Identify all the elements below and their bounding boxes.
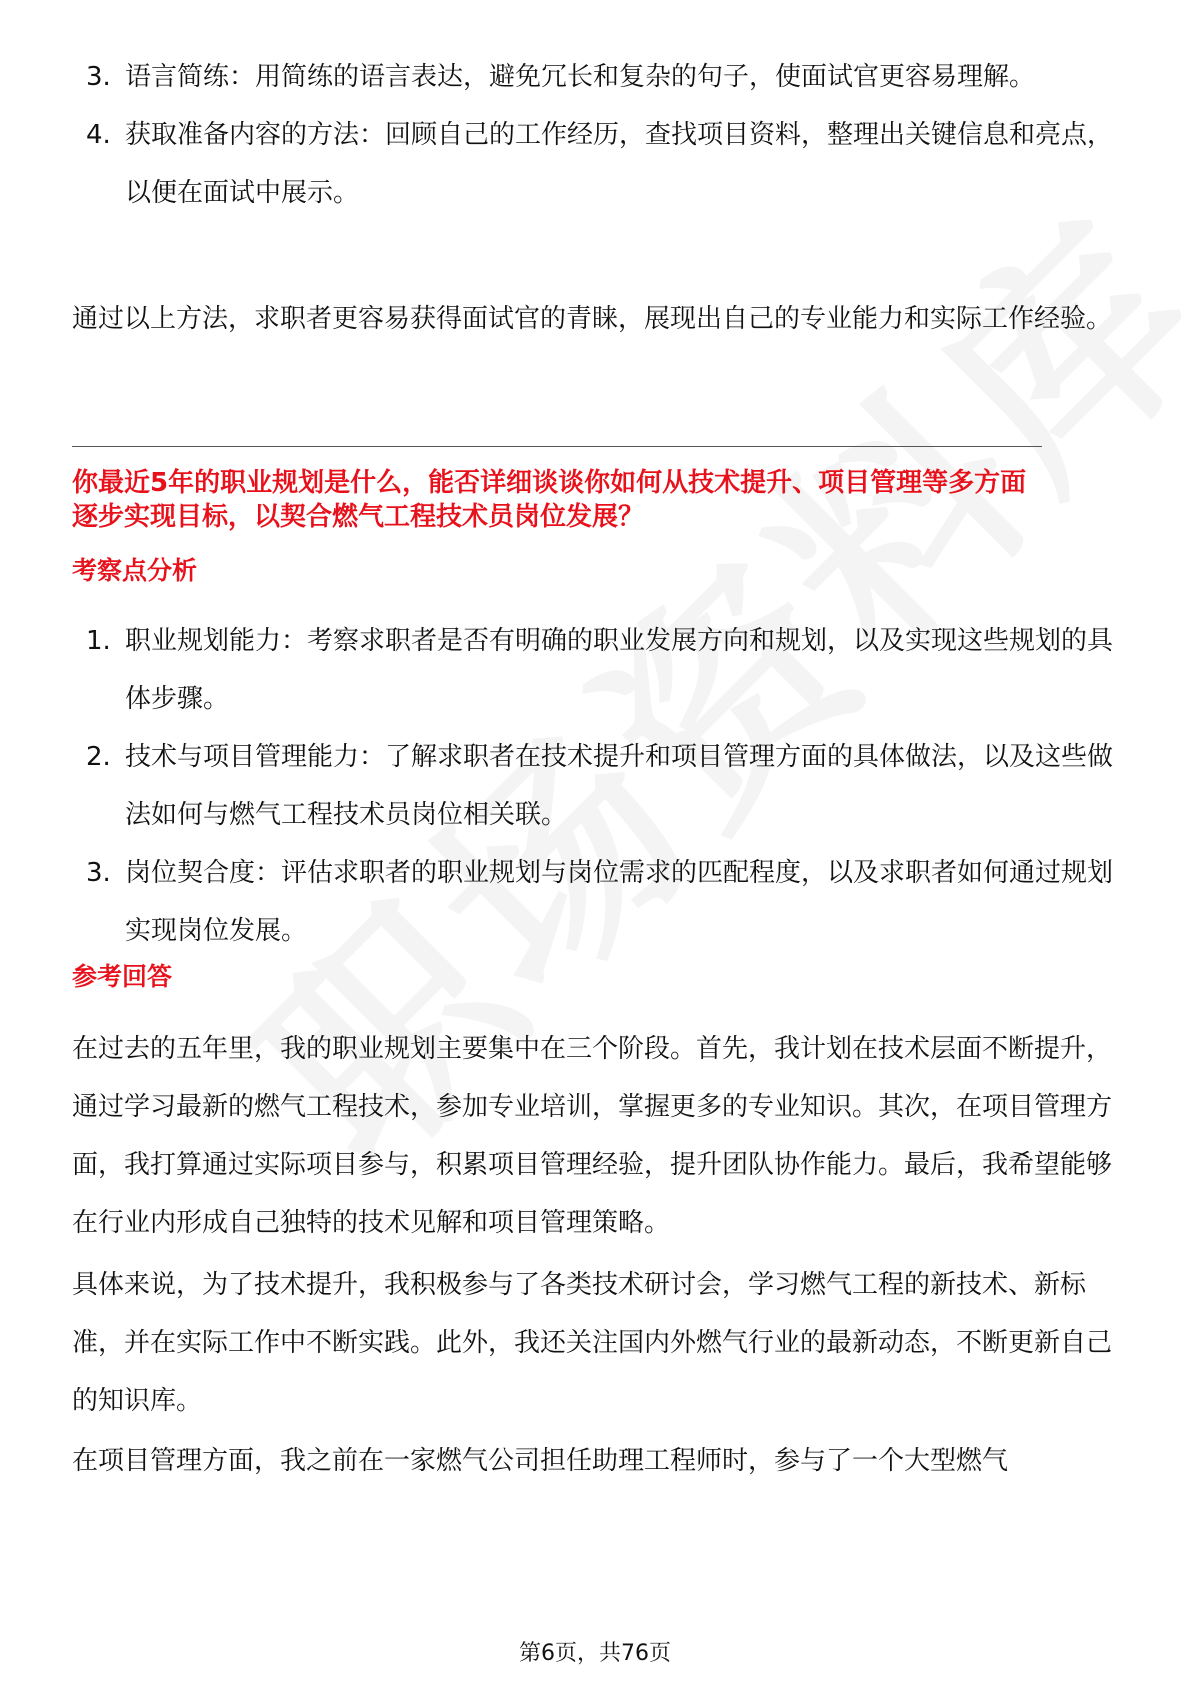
list-number: 3.: [86, 62, 111, 92]
answer-paragraph: 具体来说，为了技术提升，我积极参与了各类技术研讨会，学习燃气工程的新技术、新标准，并在实际工作中不断实践。此外，我还关注国内外燃气行业的最新动态，不断更新自己的知识库。: [72, 1270, 1113, 1416]
list-item: [72, 844, 1118, 960]
interview-question: 你最近5年的职业规划是什么，能否详细谈谈你如何从技术提升、项目管理等多方面逐步实现目标，以契合燃气工程技术员岗位发展？: [72, 468, 1027, 532]
list-item: [72, 612, 1118, 728]
list-item: [72, 48, 1118, 106]
analysis-list: [72, 612, 1118, 960]
list-text: 技术与项目管理能力：了解求职者在技术提升和项目管理方面的具体做法，以及这些做法如何与燃气工程技术员岗位相关联。: [125, 742, 1114, 830]
list-item: [72, 106, 1118, 222]
answer-paragraph: 在项目管理方面，我之前在一家燃气公司担任助理工程师时，参与了一个大型燃气: [72, 1446, 1009, 1476]
answer-heading: 参考回答: [72, 962, 173, 991]
page-footer: 第6页，共76页: [519, 1641, 671, 1666]
list-text: 岗位契合度：评估求职者的职业规划与岗位需求的匹配程度，以及求职者如何通过规划实现岗位发展。: [125, 858, 1114, 946]
analysis-heading: 考察点分析: [72, 556, 198, 585]
list-number: 1.: [86, 626, 111, 656]
list-text: 职业规划能力：考察求职者是否有明确的职业发展方向和规划，以及实现这些规划的具体步骤。: [125, 626, 1114, 714]
section-divider: [72, 446, 1042, 447]
list-number: 4.: [86, 120, 111, 150]
list-number: 2.: [86, 742, 111, 772]
list-text: 语言简练：用简练的语言表达，避免冗长和复杂的句子，使面试官更容易理解。: [125, 62, 1036, 92]
summary-paragraph: 通过以上方法，求职者更容易获得面试官的青睐，展现出自己的专业能力和实际工作经验。: [72, 304, 1113, 334]
list-item: [72, 728, 1118, 844]
list-number: 3.: [86, 858, 111, 888]
list-text: 获取准备内容的方法：回顾自己的工作经历，查找项目资料，整理出关键信息和亮点，以便在面试中展示。: [125, 120, 1114, 208]
top-list: [72, 48, 1118, 222]
answer-paragraph: 在过去的五年里，我的职业规划主要集中在三个阶段。首先，我计划在技术层面不断提升，通过学习最新的燃气工程技术，参加专业培训，掌握更多的专业知识。其次，在项目管理方面，我打算通过实际项目参与，积累项目管理经验，提升团队协作能力。最后，我希望能够在行业内形成自己独特的技术见解和项目管理策略。: [72, 1034, 1113, 1238]
